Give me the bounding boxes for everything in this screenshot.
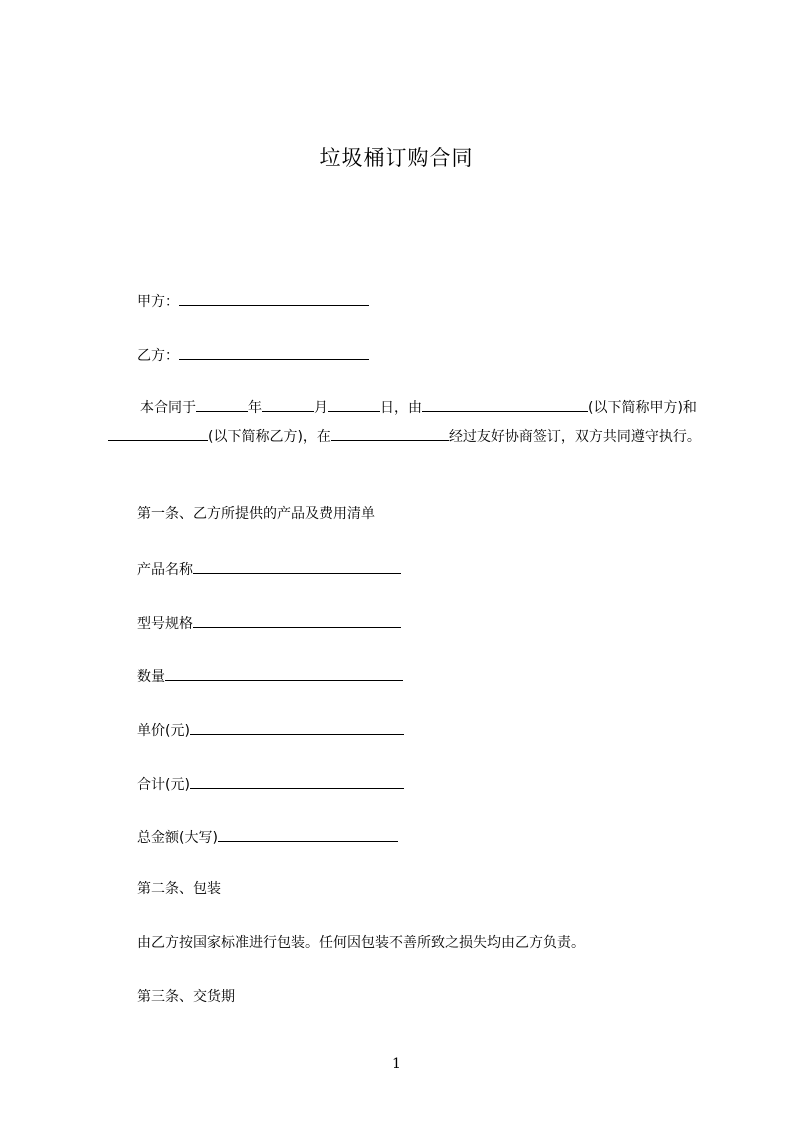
- model-spec-label: 型号规格: [137, 616, 193, 632]
- party-b-name-blank[interactable]: [108, 426, 208, 441]
- party-a-line: [137, 290, 369, 312]
- intro-text-4: 经过友好协商签订，双方共同遵守执行。: [448, 429, 701, 445]
- unit-price-line: [137, 719, 404, 741]
- document-title: 垃圾桶订购合同: [319, 146, 474, 170]
- article1-heading: 第一条、乙方所提供的产品及费用清单: [137, 506, 375, 522]
- article2-heading: 第二条、包装: [137, 881, 221, 897]
- model-spec-blank[interactable]: [193, 612, 401, 628]
- month-blank[interactable]: [262, 397, 314, 412]
- total-capital-line: [137, 826, 398, 848]
- total-label: 合计(元): [137, 777, 190, 793]
- total-capital-label: 总金额(大写): [137, 830, 218, 846]
- unit-price-label: 单价(元): [137, 723, 190, 739]
- model-spec-line: [137, 612, 401, 634]
- party-a-label: 甲方：: [137, 294, 179, 310]
- party-b-label: 乙方：: [137, 348, 179, 364]
- day-label: 日，由: [380, 400, 422, 416]
- year-label: 年: [248, 400, 262, 416]
- total-capital-blank[interactable]: [218, 826, 398, 842]
- intro-text-1: 本合同于: [140, 400, 196, 416]
- total-blank[interactable]: [190, 773, 404, 789]
- product-name-label: 产品名称: [137, 562, 193, 578]
- signatory-blank[interactable]: [422, 397, 588, 412]
- quantity-label: 数量: [137, 669, 165, 685]
- location-blank[interactable]: [331, 426, 449, 441]
- intro-text-3: (以下简称乙方)，在: [208, 429, 331, 445]
- page-number: 1: [392, 1056, 401, 1072]
- article2-body: 由乙方按国家标准进行包装。任何因包装不善所致之损失均由乙方负责。: [137, 935, 585, 951]
- article3-heading: 第三条、交货期: [137, 989, 235, 1005]
- total-line: [137, 773, 404, 795]
- day-blank[interactable]: [328, 397, 380, 412]
- party-b-line: [137, 344, 369, 366]
- year-blank[interactable]: [196, 397, 248, 412]
- unit-price-blank[interactable]: [190, 719, 404, 735]
- quantity-line: [137, 665, 403, 687]
- product-name-blank[interactable]: [193, 558, 401, 574]
- month-label: 月: [314, 400, 328, 416]
- quantity-blank[interactable]: [165, 665, 403, 681]
- intro-paragraph: [108, 394, 703, 452]
- intro-text-2: (以下简称甲方)和: [588, 400, 697, 416]
- party-b-blank[interactable]: [179, 344, 369, 360]
- product-name-line: [137, 558, 401, 580]
- party-a-blank[interactable]: [179, 290, 369, 306]
